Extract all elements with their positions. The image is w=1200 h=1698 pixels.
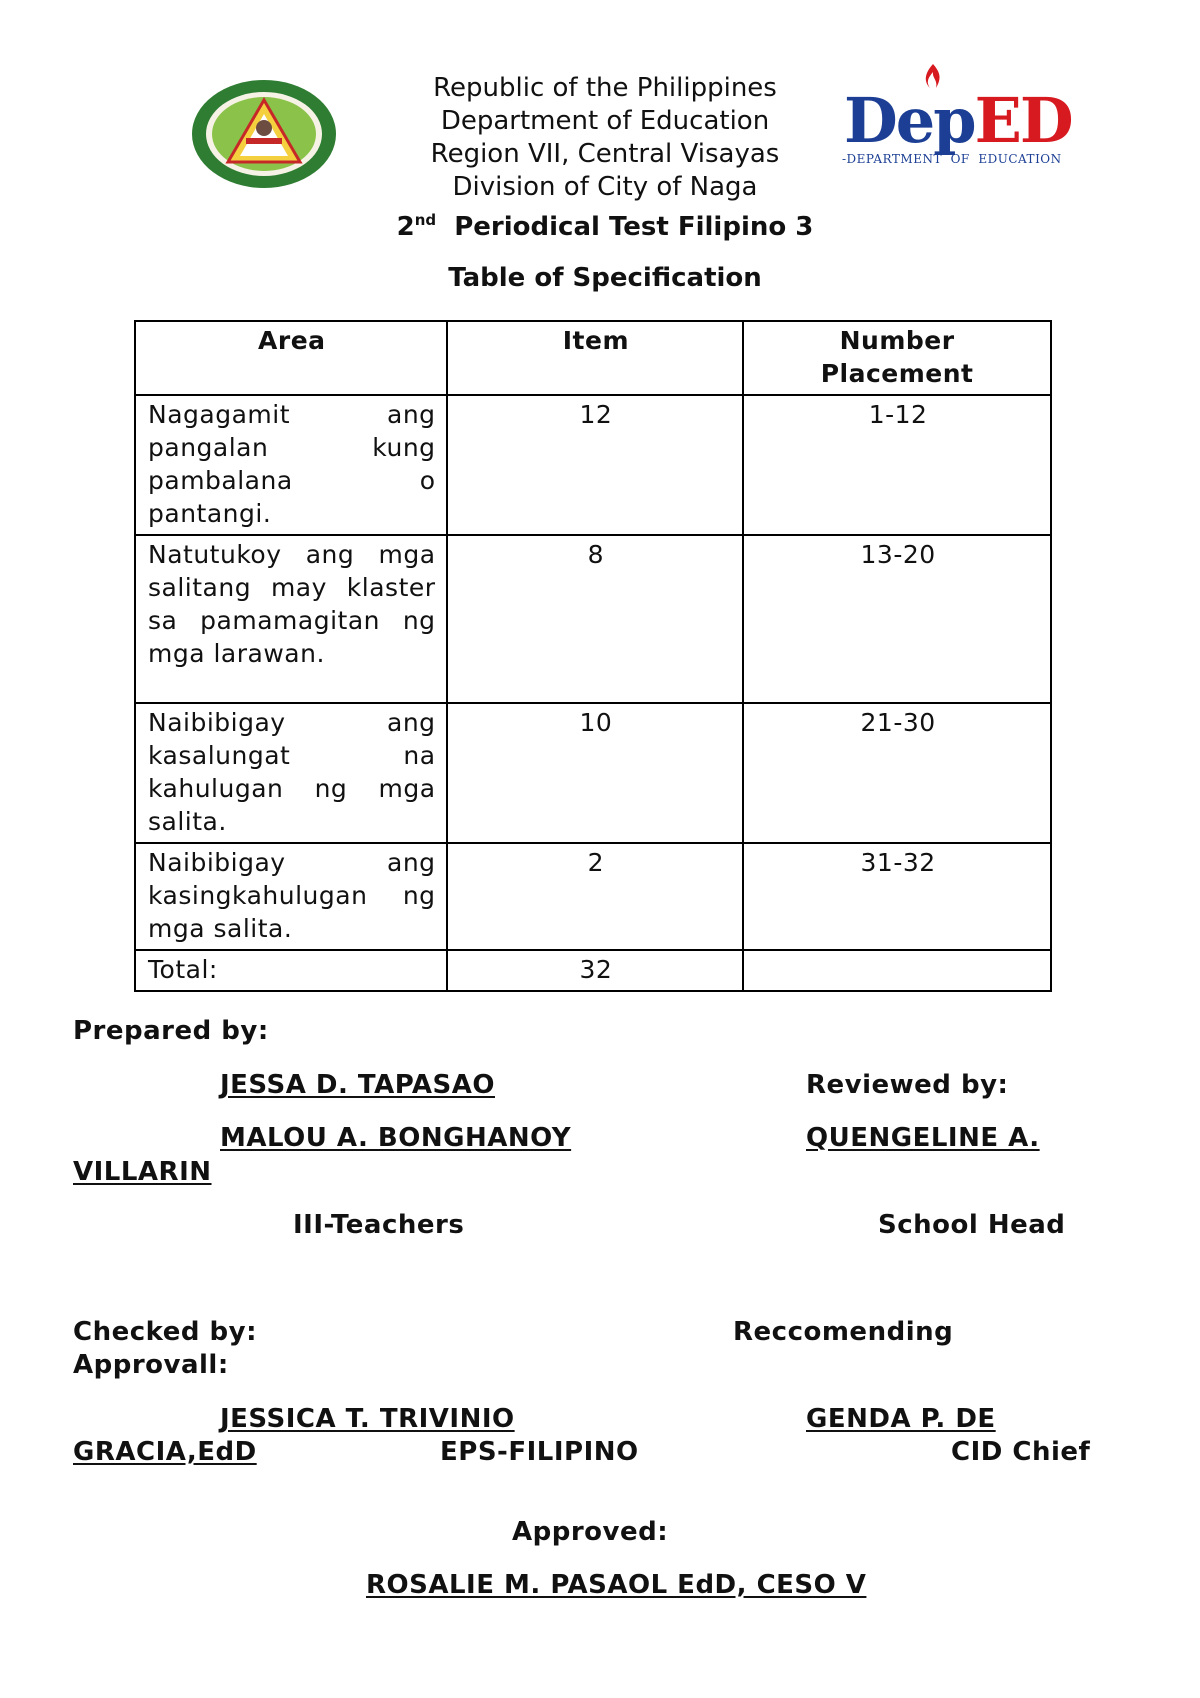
total-placement bbox=[743, 950, 1051, 991]
approved-label: Approved: bbox=[512, 1517, 669, 1547]
specification-table bbox=[134, 320, 1052, 992]
table-total-row bbox=[135, 950, 1051, 991]
deped-tagline: -DEPARTMENT OF EDUCATION bbox=[842, 152, 1062, 166]
table-header-row bbox=[135, 321, 1051, 395]
preparer-name-2: MALOU A. BONGHANOY bbox=[220, 1123, 572, 1153]
row-placement: 21-30 bbox=[743, 703, 1051, 843]
recommender-name-part-2: GRACIA,EdD bbox=[73, 1437, 257, 1467]
header-line-2: Department of Education bbox=[440, 106, 770, 136]
checked-by-label: Checked by: bbox=[73, 1317, 257, 1347]
header-item: Item bbox=[447, 321, 744, 395]
checker-name: JESSICA T. TRIVINIO bbox=[220, 1404, 515, 1434]
table-row bbox=[135, 703, 1051, 843]
test-title bbox=[360, 204, 850, 244]
title-ordinal: 2 bbox=[396, 212, 415, 242]
row-area: Naibibigay ang kasingkahulugan ng mga salita. bbox=[135, 843, 447, 950]
row-placement: 13-20 bbox=[743, 535, 1051, 703]
row-placement: 1-12 bbox=[743, 395, 1051, 535]
row-item: 12 bbox=[447, 395, 744, 535]
header-line-4: Division of City of Naga bbox=[452, 172, 758, 202]
total-label: Total: bbox=[135, 950, 447, 991]
header-area: Area bbox=[135, 321, 447, 395]
recommender-role: CID Chief bbox=[951, 1437, 1091, 1467]
page-subtitle: Table of Specification bbox=[448, 263, 762, 293]
checker-role: EPS-FILIPINO bbox=[440, 1437, 639, 1467]
row-area: Nagagamit ang pangalan kung pambalana o pantangi. bbox=[135, 395, 447, 535]
row-area: Natutukoy ang mga salitang may klaster sa pamamagitan ng mga larawan. bbox=[135, 535, 447, 703]
row-item: 8 bbox=[447, 535, 744, 703]
deped-wordmark: DepED bbox=[844, 84, 1072, 157]
prepared-by-label: Prepared by: bbox=[73, 1016, 269, 1046]
reviewer-name-part-2: VILLARIN bbox=[73, 1157, 212, 1187]
preparers-role: III-Teachers bbox=[293, 1210, 465, 1240]
reviewer-name-part-1: QUENGELINE A. bbox=[806, 1123, 1040, 1153]
total-value: 32 bbox=[447, 950, 744, 991]
row-item: 2 bbox=[447, 843, 744, 950]
division-seal-logo bbox=[190, 78, 338, 190]
recommending-label-part-2: Approvall: bbox=[73, 1350, 229, 1380]
table-row bbox=[135, 395, 1051, 535]
header-line-3: Region VII, Central Visayas bbox=[430, 139, 780, 169]
preparer-name-1: JESSA D. TAPASAO bbox=[220, 1070, 495, 1100]
reviewed-by-label: Reviewed by: bbox=[806, 1070, 1009, 1100]
recommending-label-part-1: Reccomending bbox=[733, 1317, 954, 1347]
table-row bbox=[135, 843, 1051, 950]
letterhead bbox=[360, 72, 850, 244]
deped-logo bbox=[842, 62, 1072, 172]
approver-name: ROSALIE M. PASAOL EdD, CESO V bbox=[366, 1570, 867, 1600]
row-placement: 31-32 bbox=[743, 843, 1051, 950]
reviewer-role: School Head bbox=[878, 1210, 1066, 1240]
recommender-name-part-1: GENDA P. DE bbox=[806, 1404, 996, 1434]
title-text: Periodical Test Filipino 3 bbox=[454, 212, 814, 242]
title-ordinal-suffix: nd bbox=[414, 211, 437, 229]
table-row bbox=[135, 535, 1051, 703]
row-item: 10 bbox=[447, 703, 744, 843]
header-number-placement: Number Placement bbox=[743, 321, 1051, 395]
torch-flame-icon bbox=[918, 62, 948, 92]
row-area: Naibibigay ang kasalungat na kahulugan ng mga salita. bbox=[135, 703, 447, 843]
header-line-1: Republic of the Philippines bbox=[433, 73, 777, 103]
